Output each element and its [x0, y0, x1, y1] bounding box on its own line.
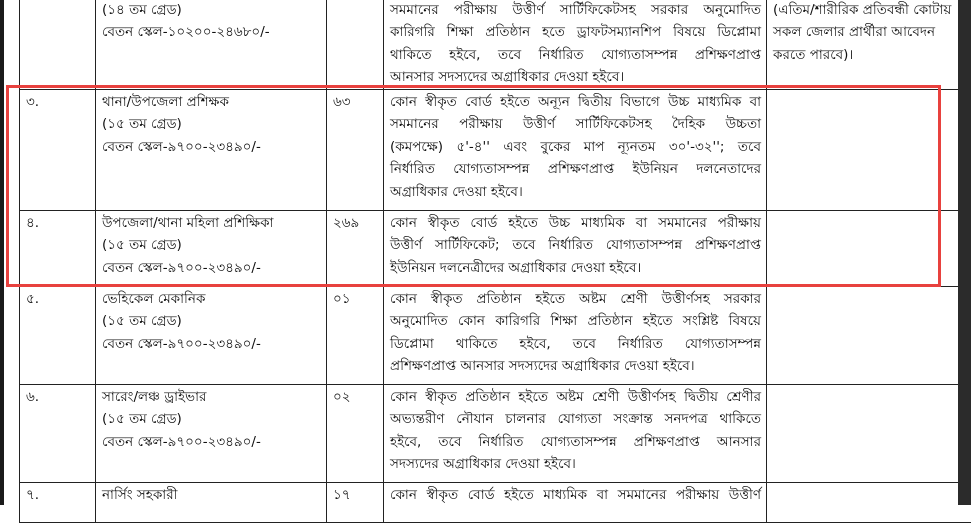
post-salary: বেতন স্কেল-১০২০০-২৪৬৮০/- — [102, 21, 321, 44]
qualification-line: সদস্যদের অগ্রাধিকার দেওয়া হইবে। — [390, 453, 761, 476]
qualification-line: সমমানের পরীক্ষায় উত্তীর্ণ সার্টিফিকেটসহ সরকার অনুমোদিত — [390, 0, 761, 21]
qualification-line: হইবে, তবে নির্ধারিত যোগ্যতাসম্পন্ন প্রশিক্ষণপ্রাপ্ত আনসার — [390, 431, 761, 454]
serial-cell: ৫. — [20, 286, 96, 384]
right-page-edge — [958, 0, 971, 505]
table-row — [20, 89, 971, 210]
serial-cell: ৪. — [20, 210, 96, 286]
qualification-line: অভ্যন্তরীণ নৌযান চালনার যোগ্যতা সংক্রান্ত সনদপত্র থাকিতে — [390, 408, 761, 431]
note-line: (এতিম/শারীরিক প্রতিবন্ধী কোটায় — [773, 0, 971, 21]
qualification-line: সমমানের পরীক্ষায় উত্তীর্ণ সার্টিফিকেটসহ দৈহিক উচ্চতা — [390, 113, 761, 136]
count-cell: ১৭ — [327, 482, 384, 522]
qualification-line: অনুমোদিত কোন কারিগরি শিক্ষা প্রতিষ্ঠান হইতে সংশ্লিষ্ট বিষয়ে — [390, 310, 761, 333]
left-page-edge — [0, 0, 4, 505]
post-title: উপজেলা/থানা মহিলা প্রশিক্ষিকা — [102, 212, 321, 235]
qualification-line: ইউনিয়ন দলনেত্রীদের অগ্রাধিকার দেওয়া হইবে। — [390, 257, 761, 280]
post-salary: বেতন স্কেল-৯৭০০-২৩৪৯০/- — [102, 431, 321, 454]
qualification-line: উত্তীর্ণ সার্টিফিকেট; তবে নির্ধারিত যোগ্যতাসম্পন্ন প্রশিক্ষণপ্রাপ্ত — [390, 234, 761, 257]
note-line: করতে পারবে)। — [773, 44, 971, 67]
qualification-line: থাকিতে হইবে, তবে নির্ধারিত যোগ্যতাসম্পন্ন প্রশিক্ষণপ্রাপ্ত — [390, 44, 761, 67]
post-cell — [96, 482, 327, 522]
qualification-line: ডিপ্লোমা থাকিতে হইবে, তবে নির্ধারিত যোগ্যতাসম্পন্ন — [390, 333, 761, 356]
qualification-cell — [384, 286, 767, 384]
qualification-line: কোন স্বীকৃত বোর্ড হইতে অন্যূন দ্বিতীয় বিভাগে উচ্চ মাধ্যমিক বা — [390, 91, 761, 114]
qualification-cell — [384, 0, 767, 89]
qualification-line: কোন স্বীকৃত বোর্ড হইতে উচ্চ মাধ্যমিক বা সমমানের পরীক্ষায় — [390, 212, 761, 235]
note-cell — [767, 384, 971, 482]
note-cell — [767, 0, 971, 89]
qualification-cell — [384, 384, 767, 482]
qualification-line: কোন স্বীকৃত প্রতিষ্ঠান হইতে অষ্টম শ্রেণী উত্তীর্ণসহ সরকার — [390, 288, 761, 311]
note-cell — [767, 286, 971, 384]
post-cell — [96, 89, 327, 210]
serial-cell: ৭. — [20, 482, 96, 522]
post-grade: (১৫ তম গ্রেড) — [102, 113, 321, 136]
count-cell: ০১ — [327, 286, 384, 384]
post-salary: বেতন স্কেল-৯৭০০-২৩৪৯০/- — [102, 257, 321, 280]
table-row — [20, 384, 971, 482]
serial-cell — [20, 0, 96, 89]
qualification-cell — [384, 210, 767, 286]
post-grade: (১৫ তম গ্রেড) — [102, 310, 321, 333]
qualification-line: কারিগরি শিক্ষা প্রতিষ্ঠান হতে ড্রাফটসম্যানশিপ বিষয়ে ডিপ্লোমা — [390, 21, 761, 44]
post-grade: (১৫ তম গ্রেড) — [102, 408, 321, 431]
post-salary: বেতন স্কেল-৯৭০০-২৩৪৯০/- — [102, 333, 321, 356]
serial-cell: ৩. — [20, 89, 96, 210]
post-cell — [96, 384, 327, 482]
qualification-line: আনসার সদস্যদের অগ্রাধিকার দেওয়া হইবে। — [390, 66, 761, 89]
post-title: নার্সিং সহকারী — [102, 484, 321, 507]
qualification-line: কোন স্বীকৃত বোর্ড হইতে মাধ্যমিক বা সমমানের পরীক্ষায় উত্তীর্ণ — [390, 484, 761, 507]
post-cell — [96, 210, 327, 286]
note-cell — [767, 482, 971, 522]
qualification-cell — [384, 482, 767, 522]
qualification-line: প্রশিক্ষণপ্রাপ্ত আনসার সদস্যদের অগ্রাধিকার দেওয়া হইবে। — [390, 355, 761, 378]
post-title: ভেহিকেল মেকানিক — [102, 288, 321, 311]
note-cell — [767, 89, 971, 210]
post-grade: (১৪ তম গ্রেড) — [102, 0, 321, 21]
job-table — [19, 0, 971, 523]
post-cell — [96, 0, 327, 89]
post-cell — [96, 286, 327, 384]
table-row — [20, 286, 971, 384]
count-cell: ০২ — [327, 384, 384, 482]
note-cell — [767, 210, 971, 286]
table-row — [20, 0, 971, 89]
count-cell: ২৬৯ — [327, 210, 384, 286]
qualification-line: কোন স্বীকৃত প্রতিষ্ঠান হইতে অষ্টম শ্রেণী উত্তীর্ণসহ দ্বিতীয় শ্রেণীর — [390, 386, 761, 409]
post-title: সারেং/লঞ্চ ড্রাইভার — [102, 386, 321, 409]
count-cell — [327, 0, 384, 89]
qualification-line: (কমপক্ষে) ৫'-৪'' এবং বুকের মাপ ন্যূনতম ৩০'-৩২''; তবে — [390, 136, 761, 159]
qualification-cell — [384, 89, 767, 210]
qualification-line: অগ্রাধিকার দেওয়া হইবে। — [390, 181, 761, 204]
post-salary: বেতন স্কেল-৯৭০০-২৩৪৯০/- — [102, 136, 321, 159]
note-line: সকল জেলার প্রার্থীরা আবেদন — [773, 21, 971, 44]
table-row — [20, 210, 971, 286]
post-grade: (১৫ তম গ্রেড) — [102, 234, 321, 257]
qualification-line: নির্ধারিত যোগ্যতাসম্পন্ন প্রশিক্ষণপ্রাপ্ত ইউনিয়ন দলনেতাদের — [390, 158, 761, 181]
table-row — [20, 482, 971, 522]
post-title: থানা/উপজেলা প্রশিক্ষক — [102, 91, 321, 114]
count-cell: ৬৩ — [327, 89, 384, 210]
serial-cell: ৬. — [20, 384, 96, 482]
